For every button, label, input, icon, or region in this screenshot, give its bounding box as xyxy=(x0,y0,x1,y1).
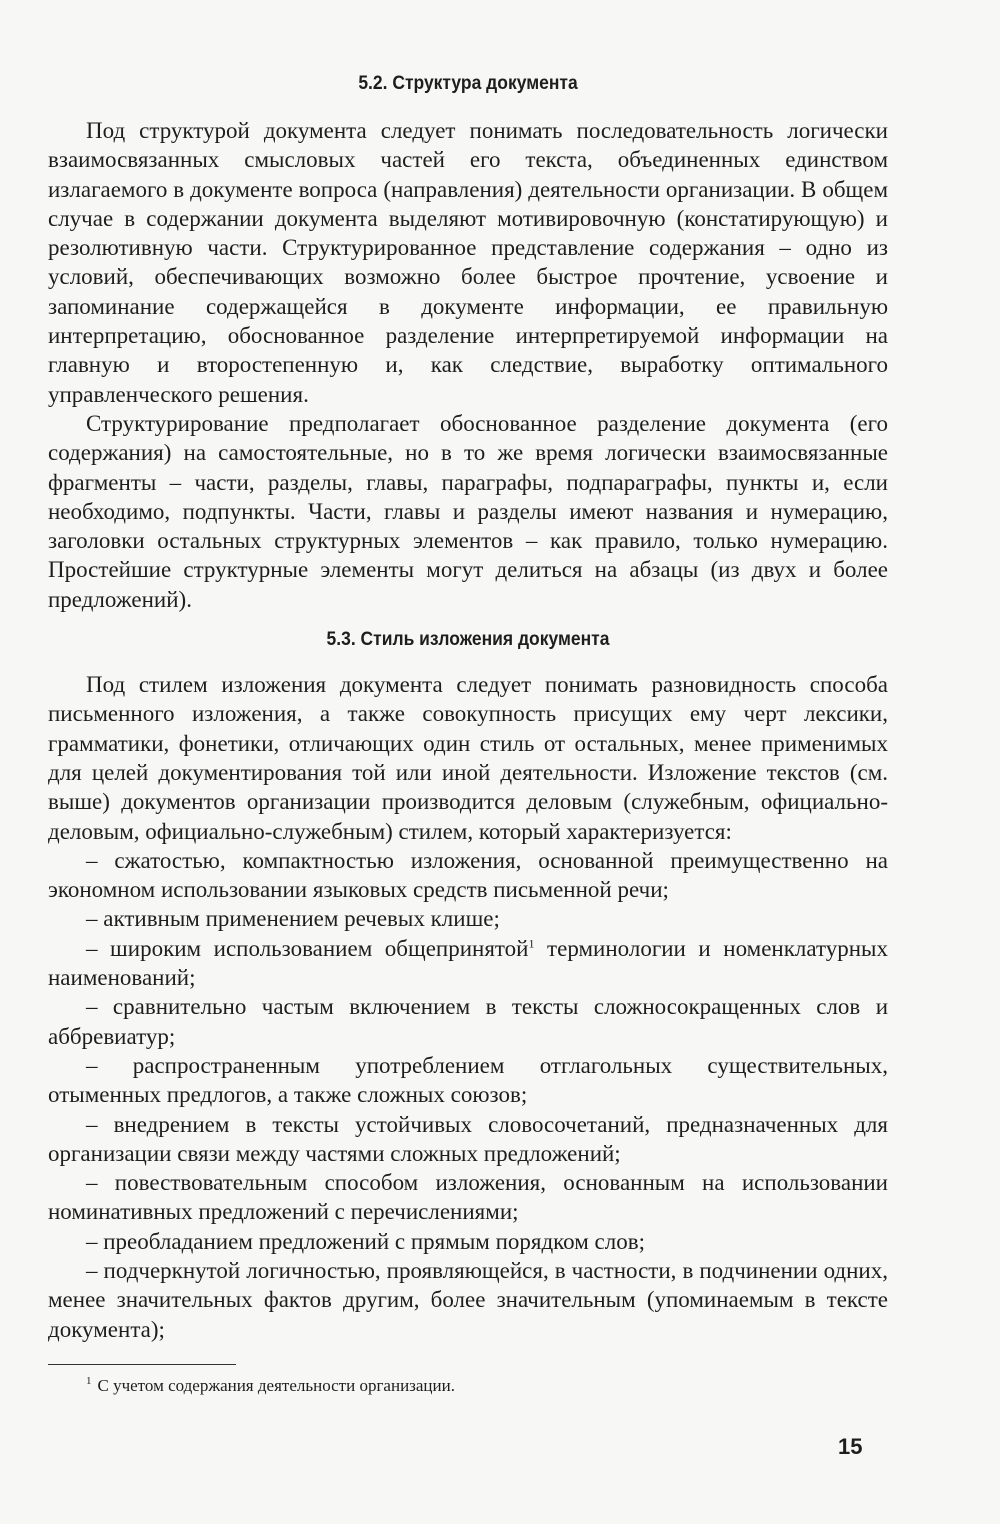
footnote-mark: 1 xyxy=(86,1375,92,1388)
section-heading-structure: 5.2. Структура документа xyxy=(358,73,578,94)
section-heading-style: 5.3. Стиль изложения документа xyxy=(326,629,610,651)
list-item: – сравнительно частым включением в тексты сложносокращенных слов и аббревиатур; xyxy=(48,994,888,1049)
list-item: – активным применением речевых клише; xyxy=(86,906,500,932)
paragraph: Под стилем изложения документа следует понимать разновидность способа письменного изложения, а также совокупность присущих ему черт лексики, грамматики, фонетики, отличающих один стиль от остальных, менее применимых для целей документирования той или иной деятельности. Изложение текстов (см. выше) документов организации производится деловым (служебным, официально-деловым, официально-служебным) стилем, который характеризуется: xyxy=(48,672,888,844)
footnote-reference: 1 xyxy=(528,936,535,951)
page-number: 15 xyxy=(838,1434,863,1459)
footnote xyxy=(86,1374,455,1398)
list-item: – подчеркнутой логичностью, проявляющейся, в частности, в подчинении одних, менее значительных фактов другим, более значительным (упоминаемым в тексте документа); xyxy=(48,1257,888,1342)
list-item: – повествовательным способом изложения, основанным на использовании номинативных предложений с перечислениями; xyxy=(48,1170,888,1225)
list-item: – сжатостью, компактностью изложения, основанной преимущественно на экономном использовании языковых средств письменной речи; xyxy=(48,847,888,903)
list-item: – внедрением в тексты устойчивых словосочетаний, предназначенных для организации связи между частями сложных предложений; xyxy=(48,1111,888,1166)
paragraph: Под структурой документа следует понимать последовательность логически взаимосвязанных смысловых частей его текста, объединенных единством излагаемого в документе вопроса (направления) деятельности организации. В общем случае в содержании документа выделяют мотивировочную (констатирующую) и резолютивную части. Структурированное представление содержания – одно из условий, обеспечивающих возможно более быстрое прочтение, усвоение и запоминание содержащейся в документе информации, ее правильную интерпретацию, обоснованное разделение интерпретируемой информации на главную и второстепенную и, как следствие, выработку оптимального управленческого решения. xyxy=(48,118,888,407)
footnote-text: С учетом содержания деятельности организации. xyxy=(97,1376,455,1395)
list-item-text: – широким использованием общепринятой xyxy=(86,935,529,961)
list-item xyxy=(48,934,888,993)
list-item: – распространенным употреблением отглагольных существительных, отыменных предлогов, а также сложных союзов; xyxy=(48,1052,888,1108)
paragraph: Структурирование предполагает обоснованное разделение документа (его содержания) на самостоятельные, но в то же время логически взаимосвязанные фрагменты – части, разделы, главы, параграфы, подпараграфы, пункты и, если необходимо, подпункты. Части, главы и разделы имеют названия и нумерацию, заголовки остальных структурных элементов – как правило, только нумерацию. Простейшие структурные элементы могут делиться на абзацы (из двух и более предложений). xyxy=(48,410,888,612)
list-item: – преобладанием предложений с прямым порядком слов; xyxy=(86,1228,645,1254)
page-body xyxy=(48,70,888,1344)
footnote-divider xyxy=(48,1364,236,1365)
list-item-text: терминологии и номенклатурных наименований; xyxy=(48,935,888,991)
